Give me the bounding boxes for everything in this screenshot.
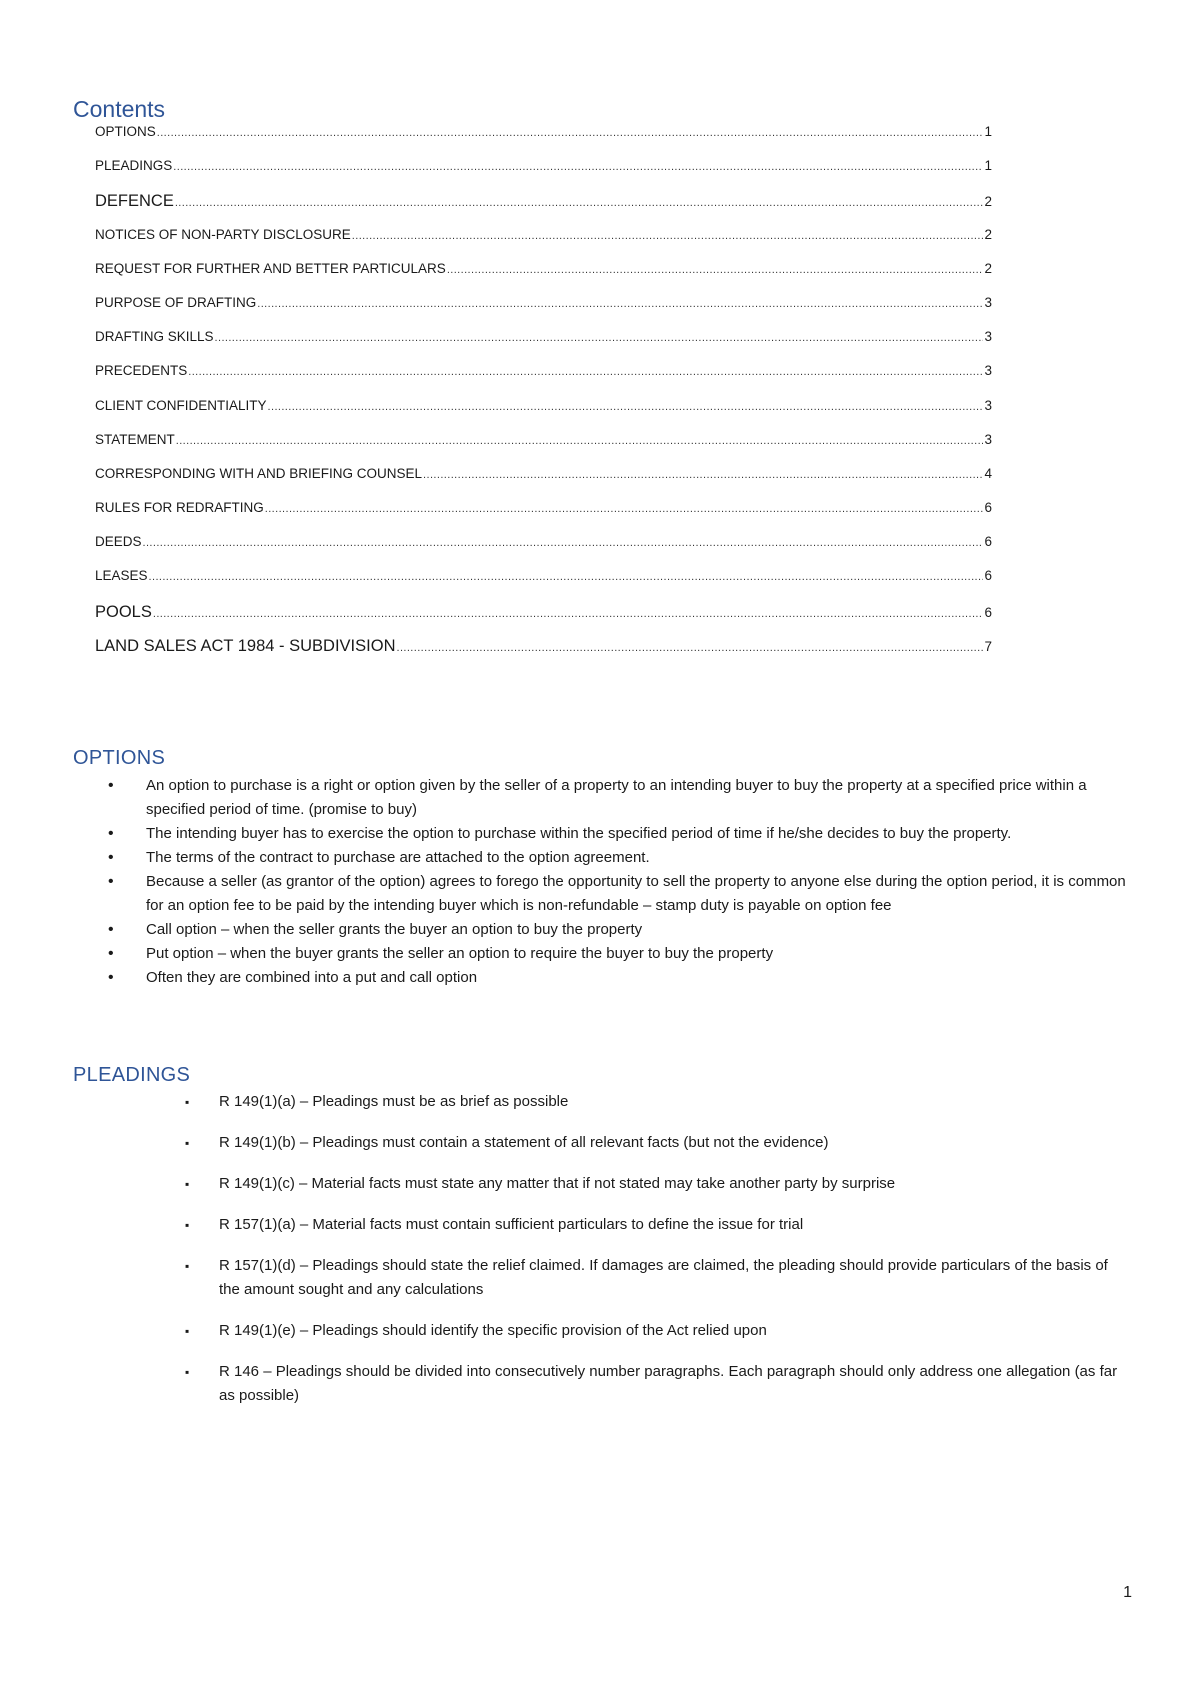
toc-link[interactable] <box>95 432 992 466</box>
toc-link[interactable] <box>95 124 992 158</box>
bullet-icon: • <box>108 921 114 938</box>
toc-link[interactable] <box>95 295 992 329</box>
toc-entry-label: CLIENT CONFIDENTIALITY <box>95 397 267 413</box>
options-list-item <box>108 918 1128 942</box>
pleadings-heading: PLEADINGS <box>73 1064 191 1086</box>
toc-dot-leader <box>176 435 984 447</box>
toc-item <box>95 398 992 432</box>
pleadings-bullet-list <box>185 1090 1125 1425</box>
pleadings-list-item <box>185 1090 1125 1114</box>
toc-entry-label: CORRESPONDING WITH AND BRIEFING COUNSEL <box>95 465 423 481</box>
options-list-item <box>108 870 1128 918</box>
pleadings-item-text: R 157(1)(d) – Pleadings should state the relief claimed. If damages are claimed, the pleading should provide particulars of the basis of the amount sought and any calculations <box>219 1257 1108 1298</box>
options-item-text: The intending buyer has to exercise the option to purchase within the specified period of time if he/she decides to buy the property. <box>146 825 1012 842</box>
toc-link[interactable] <box>95 363 992 397</box>
pleadings-item-text: R 149(1)(b) – Pleadings must contain a statement of all relevant facts (but not the evidence) <box>219 1134 829 1151</box>
toc-dot-leader <box>268 401 984 413</box>
toc-entry-label: OPTIONS <box>95 124 156 139</box>
toc-dot-leader <box>149 571 984 583</box>
toc-item <box>95 432 992 466</box>
toc-item <box>95 227 992 261</box>
options-bullet-list <box>108 774 1128 990</box>
pleadings-list-item <box>185 1213 1125 1237</box>
options-item-text: Call option – when the seller grants the buyer an option to buy the property <box>146 921 643 938</box>
toc-entry-label: NOTICES OF NON-PARTY DISCLOSURE <box>95 226 351 242</box>
toc-entry-page-number: 6 <box>984 500 992 516</box>
pleadings-item-text: R 149(1)(e) – Pleadings should identify the specific provision of the Act relied upon <box>219 1322 767 1339</box>
toc-entry-page-number: 3 <box>984 431 992 447</box>
toc-entry-label: PRECEDENTS <box>95 363 188 379</box>
toc-item <box>95 603 992 637</box>
options-item-text: An option to purchase is a right or option given by the seller of a property to an intending buyer to buy the property at a specified price within a specified period of time. (promise to buy) <box>146 777 1087 818</box>
options-list-item <box>108 774 1128 822</box>
bullet-icon: ▪ <box>185 1177 190 1191</box>
options-list-item <box>108 846 1128 870</box>
toc-entry-label: RULES FOR REDRAFTING <box>95 500 264 516</box>
bullet-icon: • <box>108 969 114 986</box>
toc-entry-label: DEEDS <box>95 534 142 550</box>
toc-link[interactable] <box>95 192 992 226</box>
toc-dot-leader <box>257 298 983 310</box>
pleadings-list-item <box>185 1360 1125 1408</box>
toc-entry-page-number: 3 <box>984 329 992 345</box>
toc-entry-label: PLEADINGS <box>95 158 173 174</box>
toc-item <box>95 466 992 500</box>
toc-dot-leader <box>265 503 984 515</box>
pleadings-item-text: R 146 – Pleadings should be divided into consecutively number paragraphs. Each paragraph should only address one allegation (as far as possible) <box>219 1363 1118 1404</box>
toc-dot-leader <box>447 264 984 276</box>
toc-link[interactable] <box>95 500 992 534</box>
pleadings-list-item <box>185 1319 1125 1343</box>
toc-entry-page-number: 2 <box>984 260 992 276</box>
toc-item <box>95 534 992 568</box>
toc-entry-page-number: 6 <box>984 534 992 550</box>
options-heading: OPTIONS <box>73 747 166 769</box>
toc-entry-page-number: 3 <box>984 363 992 379</box>
toc-entry-label: PURPOSE OF DRAFTING <box>95 294 257 310</box>
toc-entry-page-number: 3 <box>984 294 992 310</box>
options-list-item <box>108 942 1128 966</box>
table-of-contents <box>95 124 992 671</box>
toc-entry-label: STATEMENT <box>95 431 175 447</box>
toc-link[interactable] <box>95 227 992 261</box>
bullet-icon: ▪ <box>185 1218 190 1232</box>
toc-item <box>95 295 992 329</box>
page-number: 1 <box>1123 1584 1132 1601</box>
toc-item <box>95 329 992 363</box>
toc-dot-leader <box>352 230 984 242</box>
bullet-icon: • <box>108 873 114 890</box>
toc-dot-leader <box>173 161 983 173</box>
pleadings-item-text: R 149(1)(a) – Pleadings must be as brief as possible <box>219 1093 569 1110</box>
bullet-icon: • <box>108 945 114 962</box>
toc-link[interactable] <box>95 534 992 568</box>
bullet-icon: • <box>108 825 114 842</box>
toc-item <box>95 261 992 295</box>
options-item-text: The terms of the contract to purchase are attached to the option agreement. <box>146 849 650 866</box>
pleadings-list-item <box>185 1131 1125 1155</box>
toc-dot-leader <box>215 332 984 344</box>
options-list-item <box>108 822 1128 846</box>
toc-entry-label: REQUEST FOR FURTHER AND BETTER PARTICULARS <box>95 260 446 276</box>
toc-item <box>95 568 992 602</box>
bullet-icon: • <box>108 777 114 794</box>
toc-link[interactable] <box>95 158 992 192</box>
pleadings-list-item <box>185 1254 1125 1302</box>
toc-dot-leader <box>423 469 983 481</box>
toc-item <box>95 124 992 158</box>
options-list-item <box>108 966 1128 990</box>
toc-entry-label: POOLS <box>95 602 152 621</box>
pleadings-item-text: R 149(1)(c) – Material facts must state any matter that if not stated may take another party by surprise <box>219 1175 896 1192</box>
bullet-icon: ▪ <box>185 1136 190 1150</box>
toc-item <box>95 637 992 671</box>
toc-entry-page-number: 1 <box>984 158 992 174</box>
toc-dot-leader <box>153 608 984 620</box>
bullet-icon: ▪ <box>185 1365 190 1379</box>
toc-entry-page-number: 6 <box>984 568 992 584</box>
toc-link[interactable] <box>95 398 992 432</box>
options-item-text: Put option – when the buyer grants the seller an option to require the buyer to buy the property <box>146 945 774 962</box>
toc-entry-label: DRAFTING SKILLS <box>95 329 214 345</box>
pleadings-item-text: R 157(1)(a) – Material facts must contain sufficient particulars to define the issue for trial <box>219 1216 804 1233</box>
toc-link[interactable] <box>95 329 992 363</box>
toc-entry-page-number: 3 <box>984 397 992 413</box>
toc-dot-leader <box>175 197 984 209</box>
toc-dot-leader <box>143 537 984 549</box>
bullet-icon: • <box>108 849 114 866</box>
toc-entry-page-number: 1 <box>984 124 992 139</box>
toc-item <box>95 158 992 192</box>
toc-link[interactable] <box>95 637 992 671</box>
toc-entry-page-number: 7 <box>984 638 992 654</box>
toc-entry-label: DEFENCE <box>95 192 174 211</box>
options-item-text: Because a seller (as grantor of the option) agrees to forego the opportunity to sell the property to anyone else during the option period, it is common for an option fee to be paid by the intending buyer which is non-refundable – stamp duty is payable on option fee <box>146 873 1126 914</box>
toc-link[interactable] <box>95 466 992 500</box>
toc-dot-leader <box>188 366 983 378</box>
toc-entry-page-number: 6 <box>984 604 992 620</box>
contents-title: Contents <box>73 96 166 122</box>
toc-entry-page-number: 2 <box>984 194 992 210</box>
bullet-icon: ▪ <box>185 1259 190 1273</box>
toc-item <box>95 363 992 397</box>
toc-entry-page-number: 2 <box>984 226 992 242</box>
bullet-icon: ▪ <box>185 1095 190 1109</box>
toc-entry-label: LAND SALES ACT 1984 - SUBDIVISION <box>95 636 396 655</box>
toc-entry-page-number: 4 <box>984 465 992 481</box>
toc-dot-leader <box>396 642 983 654</box>
toc-link[interactable] <box>95 603 992 637</box>
options-item-text: Often they are combined into a put and call option <box>146 969 478 986</box>
toc-dot-leader <box>157 127 984 139</box>
toc-item <box>95 192 992 226</box>
bullet-icon: ▪ <box>185 1324 190 1338</box>
pleadings-list-item <box>185 1172 1125 1196</box>
toc-entry-label: LEASES <box>95 568 148 584</box>
toc-link[interactable] <box>95 261 992 295</box>
toc-link[interactable] <box>95 568 992 602</box>
toc-item <box>95 500 992 534</box>
